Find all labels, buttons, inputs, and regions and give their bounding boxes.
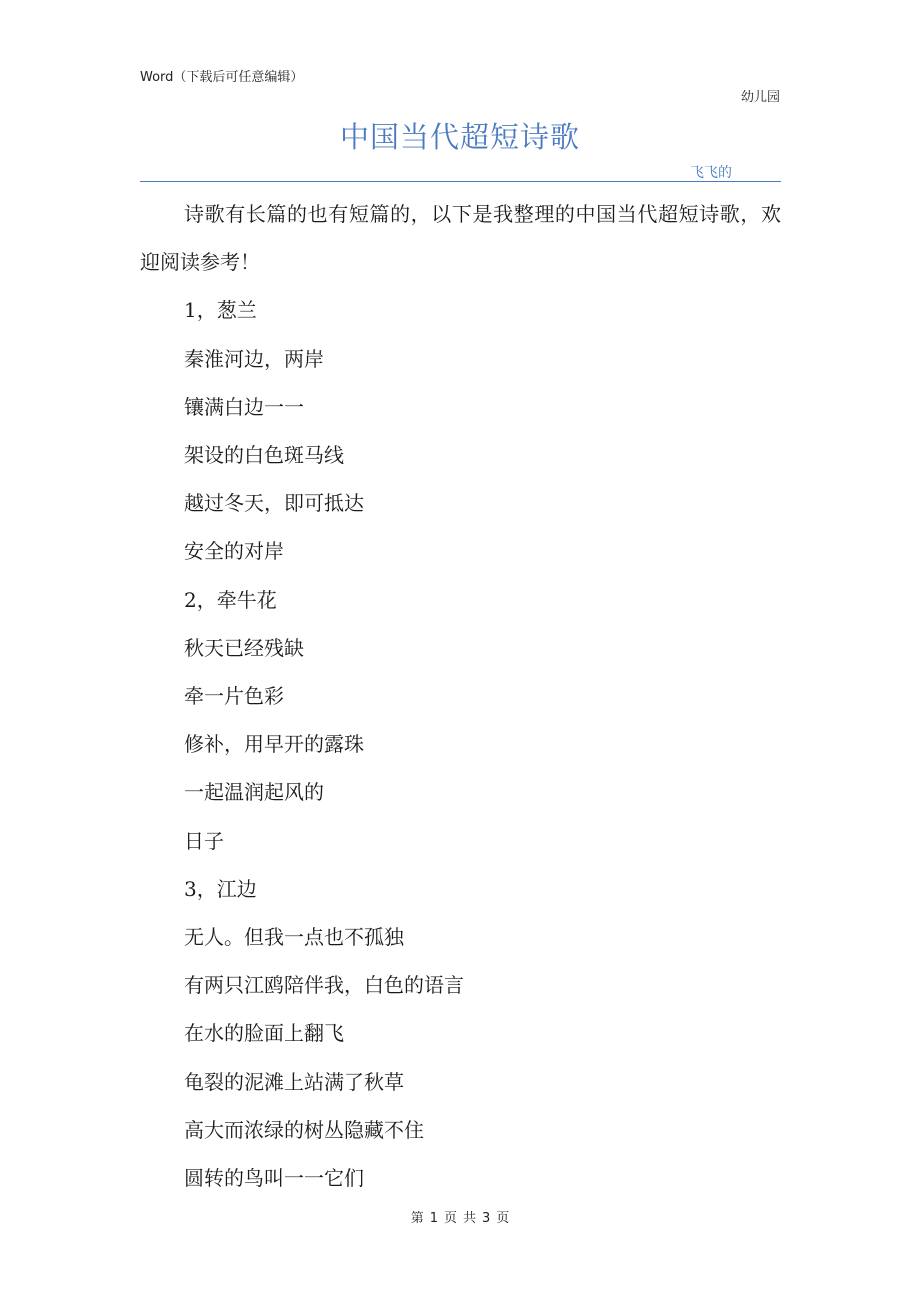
poem-line: 一起温润起风的 [184, 780, 324, 805]
poem-line: 秦淮河边，两岸 [184, 346, 324, 371]
header-note: Word（下载后可任意编辑） [140, 70, 304, 85]
footer-suffix: 页 [496, 1211, 510, 1226]
poem-line: 秋天已经残缺 [184, 635, 304, 660]
title-divider [140, 181, 781, 182]
poem-line: 镶满白边一一 [184, 394, 304, 419]
poem-line: 龟裂的泥滩上站满了秋草 [184, 1069, 404, 1094]
poem-line: 圆转的鸟叫一一它们 [184, 1166, 364, 1191]
poem-line: 日子 [184, 828, 224, 853]
document-body [140, 190, 781, 1202]
footer-total-word: 共 [463, 1211, 477, 1226]
poem-line: 高大而浓绿的树丛隐藏不住 [184, 1117, 424, 1142]
poem-heading: 3，江边 [184, 876, 257, 901]
poem-line: 在水的脸面上翻飞 [184, 1021, 344, 1046]
poem-line: 修补，用早开的露珠 [184, 732, 364, 757]
poem-line: 越过冬天，即可抵达 [184, 491, 364, 516]
header-category: 幼儿园 [740, 90, 780, 105]
poem-line: 有两只江鸥陪伴我，白色的语言 [184, 973, 464, 998]
poem-line: 架设的白色斑马线 [184, 443, 344, 468]
poem-line: 牵一片色彩 [184, 684, 284, 709]
page-footer [0, 1207, 920, 1226]
footer-current-page: 1 [429, 1211, 438, 1226]
intro-paragraph: 诗歌有长篇的也有短篇的，以下是我整理的中国当代超短诗歌，欢迎阅读参考！ [140, 202, 781, 275]
document-title: 中国当代超短诗歌 [339, 120, 580, 154]
poem-heading: 2，牵牛花 [184, 587, 277, 612]
poem-line: 安全的对岸 [184, 539, 284, 564]
footer-page-word: 页 [443, 1211, 457, 1226]
poem-line: 无人。但我一点也不孤独 [184, 925, 404, 950]
footer-prefix: 第 [410, 1211, 424, 1226]
poem-heading: 1，葱兰 [184, 298, 257, 323]
footer-total-pages: 3 [482, 1211, 491, 1226]
document-author: 飞飞的 [690, 165, 732, 181]
